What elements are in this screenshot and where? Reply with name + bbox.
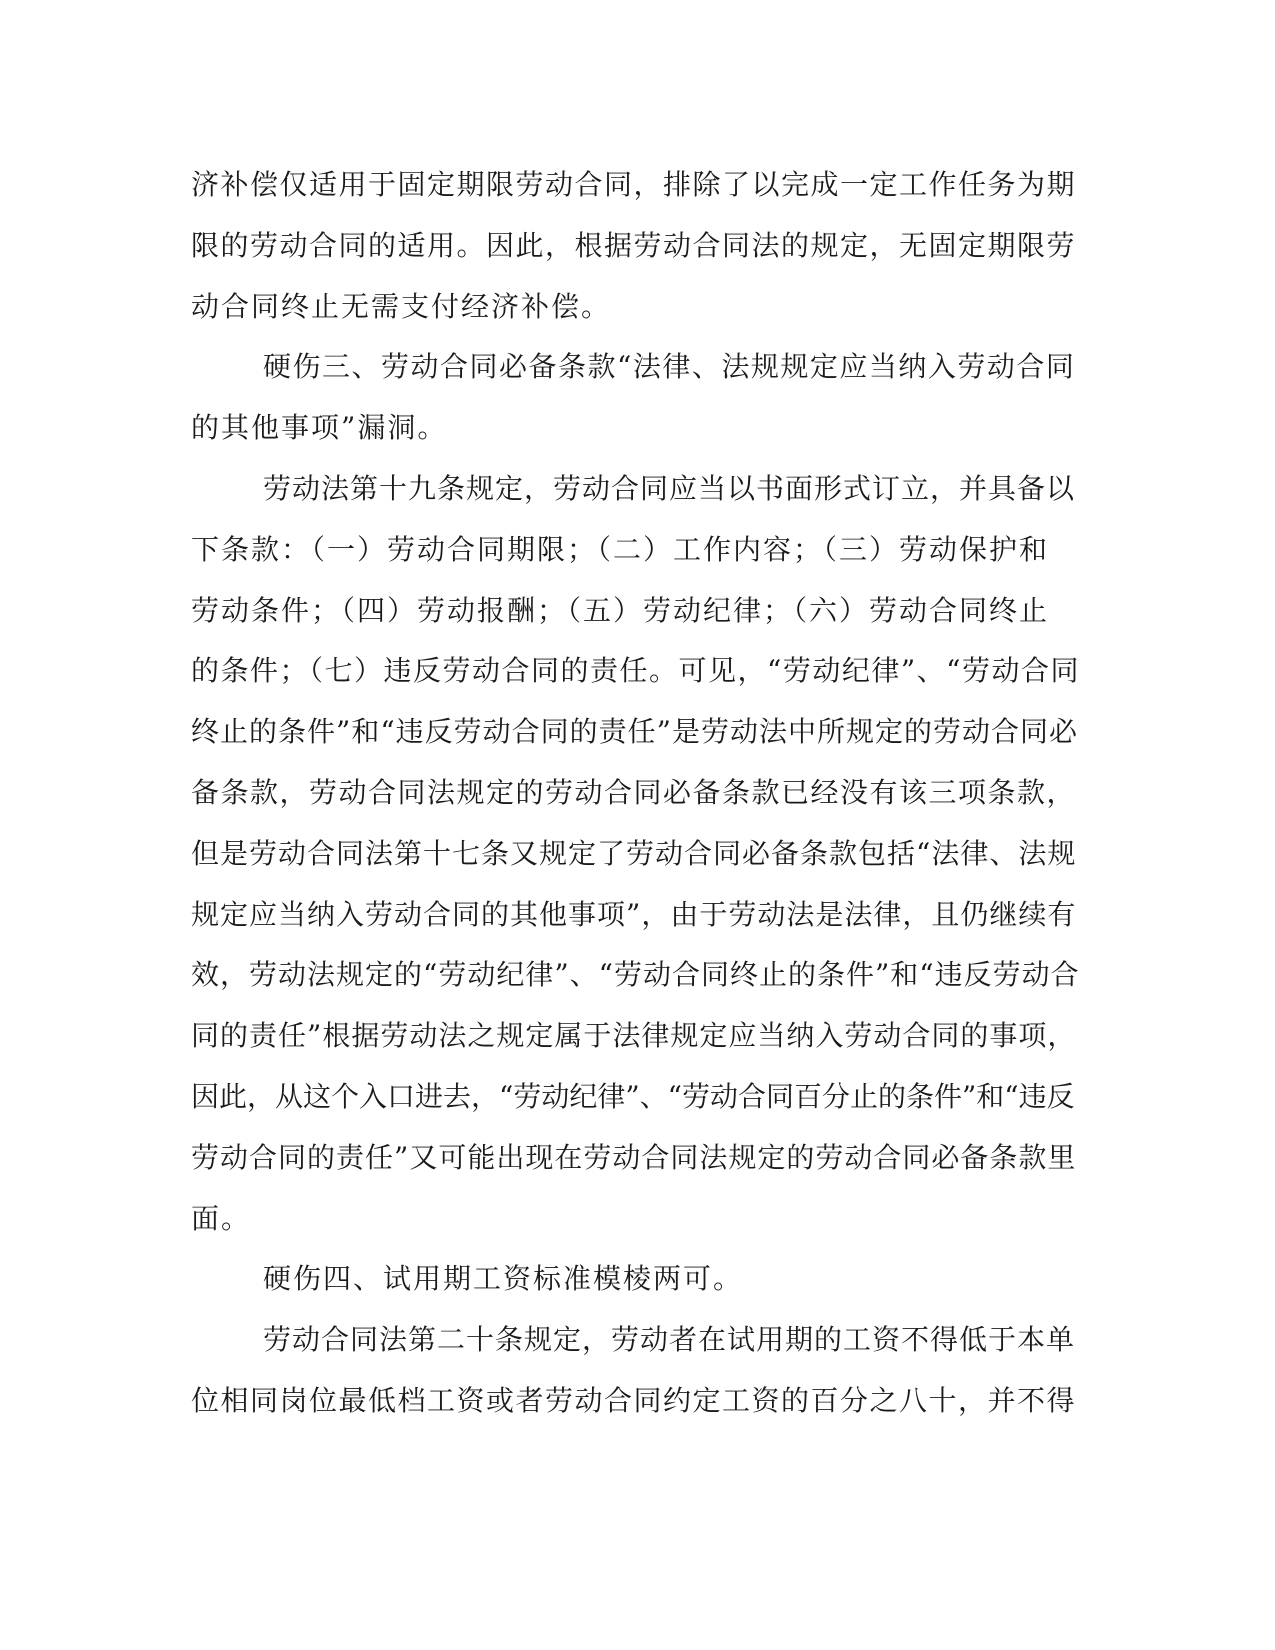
text-line: 劳动条件；（四）劳动报酬；（五）劳动纪律；（六）劳动合同终止 bbox=[191, 593, 1050, 627]
text-line: 备条款，劳动合同法规定的劳动合同必备条款已经没有该三项条款， bbox=[191, 775, 1077, 809]
text-line: 济补偿仅适用于固定期限劳动合同，排除了以完成一定工作任务为期 bbox=[191, 168, 1077, 201]
section-heading-3: 硬伤三、劳动合同必备条款“法律、法规规定应当纳入劳动合同 bbox=[263, 350, 1076, 384]
text-line: 但是劳动合同法第十七条又规定了劳动合同必备条款包括“法律、法规 bbox=[191, 836, 1077, 870]
text-line: 面。 bbox=[191, 1201, 252, 1235]
text-line: 位相同岗位最低档工资或者劳动合同约定工资的百分之八十，并不得 bbox=[191, 1383, 1077, 1417]
paragraph-start: 劳动法第十九条规定，劳动合同应当以书面形式订立，并具备以 bbox=[263, 471, 1076, 505]
text-line: 规定应当纳入劳动合同的其他事项”，由于劳动法是法律，且仍继续有 bbox=[191, 897, 1077, 931]
text-line: 终止的条件”和“违反劳动合同的责任”是劳动法中所规定的劳动合同必 bbox=[191, 715, 1078, 749]
text-line: 劳动合同的责任”又可能出现在劳动合同法规定的劳动合同必备条款里 bbox=[191, 1140, 1077, 1174]
text-line: 效，劳动法规定的“劳动纪律”、“劳动合同终止的条件”和“违反劳动合 bbox=[191, 958, 1080, 992]
text-line: 下条款：（一）劳动合同期限；（二）工作内容；（三）劳动保护和 bbox=[191, 532, 1050, 566]
text-line: 动合同终止无需支付经济补偿。 bbox=[191, 289, 612, 323]
section-heading-4: 硬伤四、试用期工资标准模棱两可。 bbox=[263, 1262, 744, 1296]
text-line: 因此，从这个入口进去，“劳动纪律”、“劳动合同百分止的条件”和“违反 bbox=[191, 1079, 1075, 1113]
text-line: 限的劳动合同的适用。因此，根据劳动合同法的规定，无固定期限劳 bbox=[191, 228, 1077, 262]
paragraph-start: 劳动合同法第二十条规定，劳动者在试用期的工资不得低于本单 bbox=[263, 1323, 1076, 1357]
text-line: 同的责任”根据劳动法之规定属于法律规定应当纳入劳动合同的事项， bbox=[191, 1019, 1077, 1053]
text-line: 的其他事项”漏洞。 bbox=[191, 411, 448, 445]
body-text bbox=[191, 155, 1081, 1432]
text-line: 的条件；（七）违反劳动合同的责任。可见，“劳动纪律”、“劳动合同 bbox=[191, 654, 1080, 688]
